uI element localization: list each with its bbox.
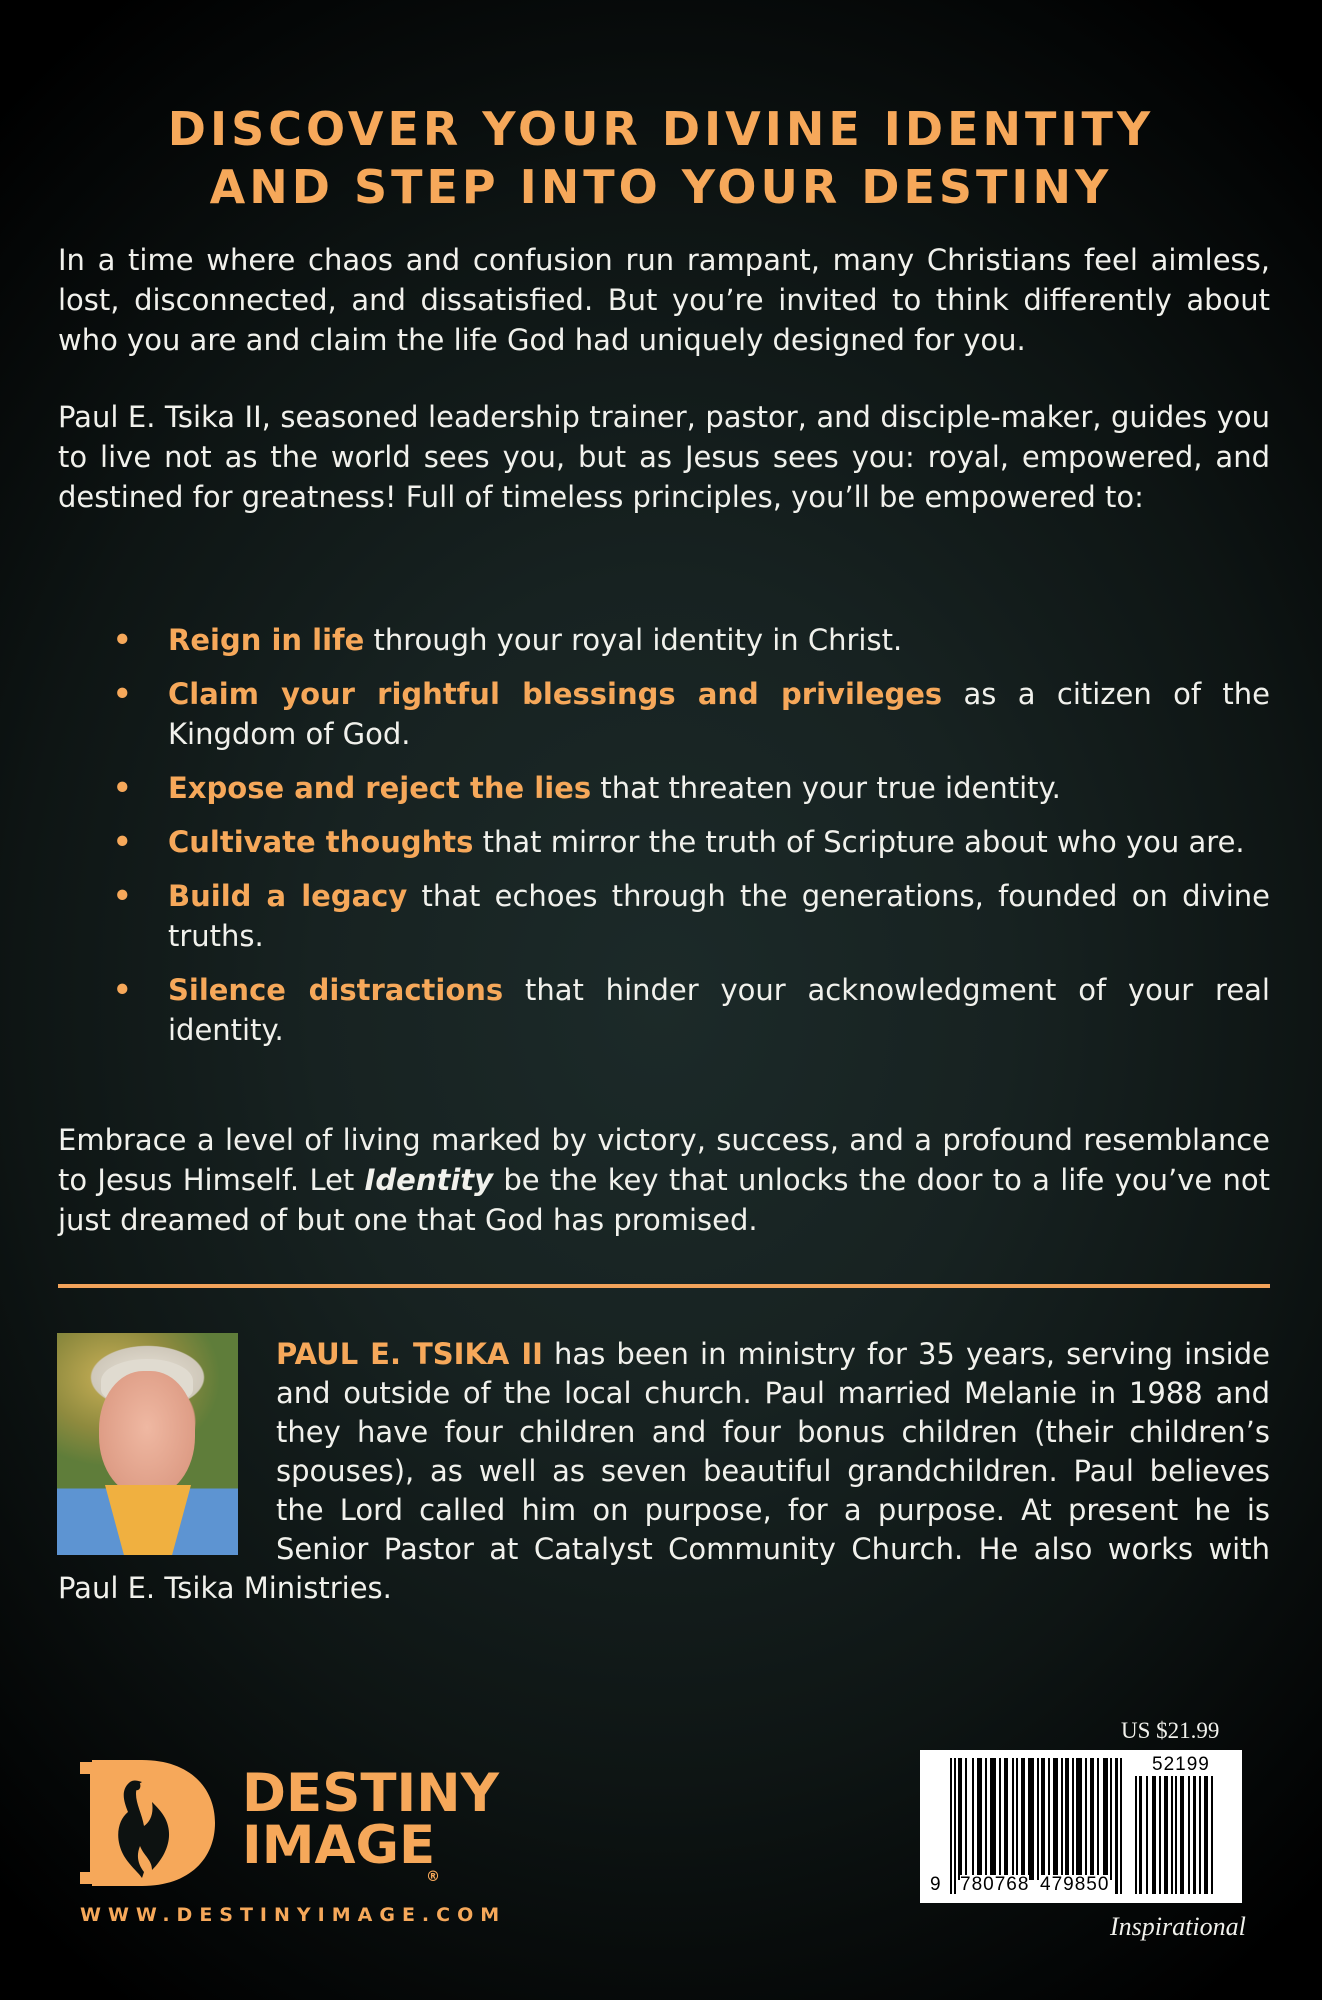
isbn-group-2: 479850 bbox=[1040, 1874, 1110, 1895]
author-name: PAUL E. TSIKA II bbox=[276, 1337, 543, 1371]
benefit-text: that mirror the truth of Scripture about who you are. bbox=[473, 825, 1245, 859]
benefit-lead: Claim your rightful blessings and privileges bbox=[168, 677, 943, 711]
headline-line-1: DISCOVER YOUR DIVINE IDENTITY bbox=[167, 102, 1155, 156]
benefit-lead: Reign in life bbox=[168, 623, 365, 657]
benefit-text: as a citizen of the Kingdom of God. bbox=[168, 677, 1270, 751]
destiny-d-flame-icon bbox=[80, 1760, 215, 1886]
benefit-lead: Build a legacy bbox=[168, 879, 408, 913]
bullet-icon: • bbox=[113, 879, 132, 913]
section-divider bbox=[58, 1284, 1270, 1288]
bullet-icon: • bbox=[113, 771, 132, 805]
closing-text-before: Embrace a level of living marked by victory, success, and a profound resemblance to Jesus Himself. Let bbox=[58, 1123, 1270, 1197]
publisher-url: WWW.DESTINYIMAGE.COM bbox=[80, 1904, 507, 1926]
benefit-item bbox=[110, 970, 1270, 1050]
publisher-name bbox=[242, 1763, 499, 1876]
isbn-first-digit: 9 bbox=[930, 1874, 941, 1895]
benefit-text: that hinder your acknowledgment of your real identity. bbox=[168, 973, 1270, 1047]
book-title-emphasis: Identity bbox=[364, 1163, 494, 1197]
benefits-list bbox=[110, 620, 1270, 1064]
registered-mark: ® bbox=[426, 1869, 440, 1885]
bullet-icon: • bbox=[113, 677, 132, 711]
publisher-logo bbox=[80, 1760, 507, 1926]
bullet-icon: • bbox=[113, 825, 132, 859]
benefit-item bbox=[110, 674, 1270, 754]
closing-text-after: be the key that unlocks the door to a life you’ve not just dreamed of but one that God has promised. bbox=[58, 1163, 1271, 1237]
benefit-item bbox=[110, 620, 1270, 660]
author-bio-text: has been in ministry for 35 years, serving inside and outside of the local church. Paul married Melanie in 1988 and they have four children and four bonus children (their children’s spouses), as well as seven beautiful grandchildren. Paul believes the Lord called him on purpose, for a purpose. At present he is Senior Pastor at Catalyst Community Church. He also works with Paul E. Tsika Ministries. bbox=[58, 1337, 1270, 1605]
bullet-icon: • bbox=[113, 623, 132, 657]
price-code: 52199 bbox=[1152, 1754, 1210, 1775]
benefit-text: that threaten your true identity. bbox=[591, 771, 1061, 805]
price-label: US $21.99 bbox=[1121, 1718, 1220, 1743]
category-label: Inspirational bbox=[1110, 1912, 1246, 1941]
benefit-text: through your royal identity in Christ. bbox=[364, 623, 903, 657]
benefit-item bbox=[110, 768, 1270, 808]
benefit-item bbox=[110, 822, 1270, 862]
author-bio bbox=[58, 1335, 1270, 1608]
publisher-name-line-1: DESTINY bbox=[242, 1763, 499, 1824]
intro-paragraph-2: Paul E. Tsika II, seasoned leadership trainer, pastor, and disciple-maker, guides you to live not as the world sees you, but as Jesus sees you: royal, empowered, and destined for greatness! Full of timeless principles, you’ll be empowered to: bbox=[58, 400, 1270, 514]
isbn-group-1: 780768 bbox=[960, 1874, 1030, 1895]
photo-spacer bbox=[58, 1335, 276, 1569]
bullet-icon: • bbox=[113, 973, 132, 1007]
closing-paragraph bbox=[58, 1120, 1270, 1240]
benefit-lead: Silence distractions bbox=[168, 973, 504, 1007]
benefit-text: that echoes through the generations, founded on divine truths. bbox=[168, 879, 1270, 953]
headline-line-2: AND STEP INTO YOUR DESTINY bbox=[209, 160, 1113, 214]
benefit-lead: Cultivate thoughts bbox=[168, 825, 474, 859]
intro-paragraph-1: In a time where chaos and confusion run rampant, many Christians feel aimless, lost, disconnected, and dissatisfied. But you’re invited to think differently about who you are and claim the life God had uniquely designed for you. bbox=[58, 243, 1270, 357]
benefit-item bbox=[110, 876, 1270, 956]
isbn-barcode bbox=[920, 1750, 1242, 1903]
publisher-name-line-2: IMAGE bbox=[242, 1815, 436, 1876]
headline bbox=[0, 100, 1322, 216]
benefit-lead: Expose and reject the lies bbox=[168, 771, 592, 805]
